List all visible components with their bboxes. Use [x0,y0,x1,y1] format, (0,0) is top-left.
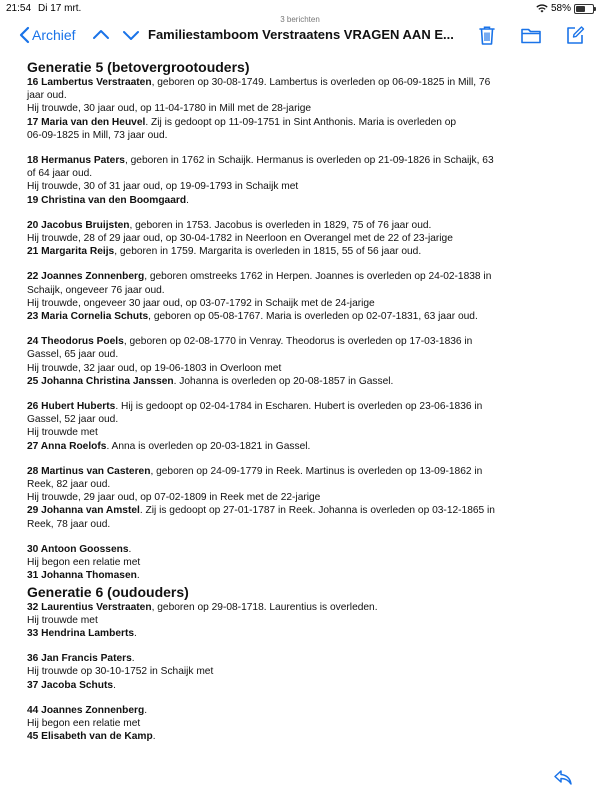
family-entry [27,652,582,692]
entry-text: Schaijk, ongeveer 76 jaar oud. [27,284,165,296]
entry-line [27,375,582,388]
entry-text: . Hij is gedoopt op 02-04-1784 in Escharen. Hubert is overleden op 23-06-1836 in [115,401,483,413]
entry-text: Gassel, 65 jaar oud. [27,349,119,361]
person-name: 31 Johanna Thomasen [27,570,137,582]
entry-text: , geboren in 1762 in Schaijk. Hermanus is overleden op 21-09-1826 in Schaijk, 63 [124,155,494,167]
entry-text: . [152,731,156,743]
entry-text: , geboren in 1753. Jacobus is overleden in 1829, 75 of 76 jaar oud. [129,219,432,231]
entry-line [27,730,582,743]
person-name: 18 Hermanus Paters [27,155,125,167]
entry-line [27,556,582,569]
entry-text: jaar oud. [27,90,67,102]
entry-line [27,627,582,640]
entry-text: , geboren omstreeks 1762 in Herpen. Joannes is overleden op 24-02-1838 in [144,271,492,283]
entry-line [27,219,582,232]
message-subject: Familiestamboom Verstraatens VRAGEN AAN E... [148,27,454,42]
entry-line [27,89,582,102]
entry-line [27,154,582,167]
reply-button[interactable] [552,766,574,788]
person-name: 32 Laurentius Verstraaten [27,601,152,613]
entry-line [27,284,582,297]
entry-text: . [128,543,132,555]
move-to-folder-button[interactable] [520,24,542,46]
message-count: 3 berichten [280,15,320,24]
entry-line [27,717,582,730]
entry-line [27,518,582,531]
entry-line [27,232,582,245]
person-name: 44 Joannes Zonnenberg [27,704,145,716]
entry-text: . [144,704,148,716]
mail-toolbar [0,22,600,50]
entry-text: , geboren in 1759. Margarita is overleden in 1815, 55 of 56 jaar oud. [114,246,422,258]
entry-text: . Johanna is overleden op 20-08-1857 in Gassel. [173,375,394,387]
entry-text: Hij begon een relatie met [27,557,141,569]
person-name: 19 Christina van den Boomgaard [27,194,187,206]
entry-text: Hij trouwde, 32 jaar oud, op 19-06-1803 in Overloon met [27,362,282,374]
family-entry [27,270,582,323]
person-name: 21 Margarita Reijs [27,246,115,258]
entry-text: Hij trouwde, 30 of 31 jaar oud, op 19-09-1793 in Schaijk met [27,181,299,193]
generation-heading: Generatie 6 (oudouders) [27,583,189,600]
entry-text: , geboren op 30-08-1749. Lambertus is overleden op 06-09-1825 in Mill, 76 [151,77,491,88]
family-entry [27,400,582,453]
person-name: 29 Johanna van Amstel [27,505,140,517]
entry-line [27,491,582,504]
folder-icon [520,24,542,46]
entry-line [27,504,582,517]
entry-line [27,348,582,361]
compose-icon [564,24,586,46]
entry-text: 06-09-1825 in Mill, 73 jaar oud. [27,129,168,141]
entry-text: , geboren op 29-08-1718. Laurentius is overleden. [151,601,378,613]
entry-text: of 64 jaar oud. [27,168,93,180]
person-name: 17 Maria van den Heuvel [27,116,146,128]
trash-icon [476,24,498,46]
entry-line [27,297,582,310]
family-entry [27,76,582,142]
entry-line [27,194,582,207]
entry-line [27,543,582,556]
entry-line [27,180,582,193]
person-name: 27 Anna Roelofs [27,440,107,452]
entry-line [27,665,582,678]
previous-message-button[interactable] [90,24,112,51]
entry-line [27,569,582,582]
entry-text: . [134,627,137,639]
family-entry [27,601,582,641]
family-entry [27,543,582,583]
battery-icon [574,4,594,14]
entry-text: Hij trouwde, 30 jaar oud, op 11-04-1780 in Mill met de 28-jarige [27,103,312,115]
person-name: 24 Theodorus Poels [27,336,124,348]
entry-text: . [136,570,140,582]
person-name: 26 Hubert Huberts [27,401,116,413]
entry-text: Hij trouwde, ongeveer 30 jaar oud, op 03-07-1792 in Schaijk met de 24-jarige [27,297,375,309]
entry-text: Hij trouwde op 30-10-1752 in Schaijk met [27,666,214,678]
person-name: 37 Jacoba Schuts [27,679,114,691]
entry-line [27,270,582,283]
person-name: 33 Hendrina Lamberts [27,627,135,639]
entry-text: Hij trouwde, 29 jaar oud, op 07-02-1809 in Reek met de 22-jarige [27,492,321,504]
person-name: 28 Martinus van Casteren [27,465,151,477]
entry-line [27,167,582,180]
person-name: 36 Jan Francis Paters [27,653,132,665]
entry-text: . Zij is gedoopt op 11-09-1751 in Sint Anthonis. Maria is overleden op [145,116,457,128]
entry-line [27,440,582,453]
entry-text: . [113,679,116,691]
back-button[interactable] [18,26,76,44]
toolbar-actions [476,24,586,46]
next-message-button[interactable] [120,24,142,51]
entry-line [27,704,582,717]
entry-line [27,400,582,413]
chevron-down-icon [120,24,142,46]
person-name: 25 Johanna Christina Janssen [27,375,174,387]
family-entry [27,154,582,207]
family-entry [27,465,582,531]
entry-text: , geboren op 24-09-1779 in Reek. Martinus is overleden op 13-09-1862 in [150,465,483,477]
entry-line [27,426,582,439]
entry-line [27,614,582,627]
generation-section [27,583,582,744]
compose-button[interactable] [564,24,586,46]
entry-line [27,478,582,491]
entry-text: Hij begon een relatie met [27,717,141,729]
entry-text: Hij trouwde, 28 of 29 jaar oud, op 30-04-1782 in Neerloon en Overangel met de 22 of 23-jarige [27,233,453,245]
battery-percentage: 58% [550,3,571,14]
person-name: 23 Maria Cornelia Schuts [27,311,149,323]
trash-button[interactable] [476,24,498,46]
generation-section [27,58,582,583]
entry-text: Hij trouwde met [27,427,98,439]
entry-line [27,76,582,89]
entry-text: . Anna is overleden op 20-03-1821 in Gassel. [106,440,311,452]
status-date: Di 17 mrt. [38,3,82,14]
entry-line [27,362,582,375]
entry-line [27,102,582,115]
entry-line [27,129,582,142]
person-name: 30 Antoon Goossens [27,543,129,555]
entry-text: Reek, 78 jaar oud. [27,518,111,530]
person-name: 45 Elisabeth van de Kamp [27,731,153,743]
family-entry [27,704,582,744]
generation-heading: Generatie 5 (betovergrootouders) [27,59,250,75]
entry-text: , geboren op 05-08-1767. Maria is overleden op 02-07-1831, 63 jaar oud. [148,311,478,323]
entry-text: . Zij is gedoopt op 27-01-1787 in Reek. Johanna is overleden op 03-12-1865 in [139,505,495,517]
entry-line [27,679,582,692]
wifi-icon [536,4,548,13]
status-right [536,3,594,14]
entry-line [27,245,582,258]
back-label: Archief [32,27,76,43]
entry-text: Reek, 82 jaar oud. [27,479,111,491]
chevron-up-icon [90,24,112,46]
entry-line [27,652,582,665]
chevron-left-icon [18,26,30,44]
entry-text: Gassel, 52 jaar oud. [27,414,119,426]
message-body [27,58,582,743]
entry-text: , geboren op 02-08-1770 in Venray. Theodorus is overleden op 17-03-1836 in [123,336,473,348]
entry-line [27,465,582,478]
person-name: 22 Joannes Zonnenberg [27,271,145,283]
reply-icon [552,766,574,788]
entry-line [27,601,582,614]
entry-line [27,413,582,426]
entry-line [27,335,582,348]
person-name: 16 Lambertus Verstraaten [27,77,152,88]
entry-line [27,116,582,129]
entry-text: . [131,653,135,665]
entry-text: Hij trouwde met [27,614,98,626]
status-time: 21:54 [6,3,32,14]
family-entry [27,219,582,259]
family-entry [27,335,582,388]
person-name: 20 Jacobus Bruijsten [27,219,130,231]
entry-text: . [186,194,189,206]
status-bar [0,0,600,24]
entry-line [27,310,582,323]
